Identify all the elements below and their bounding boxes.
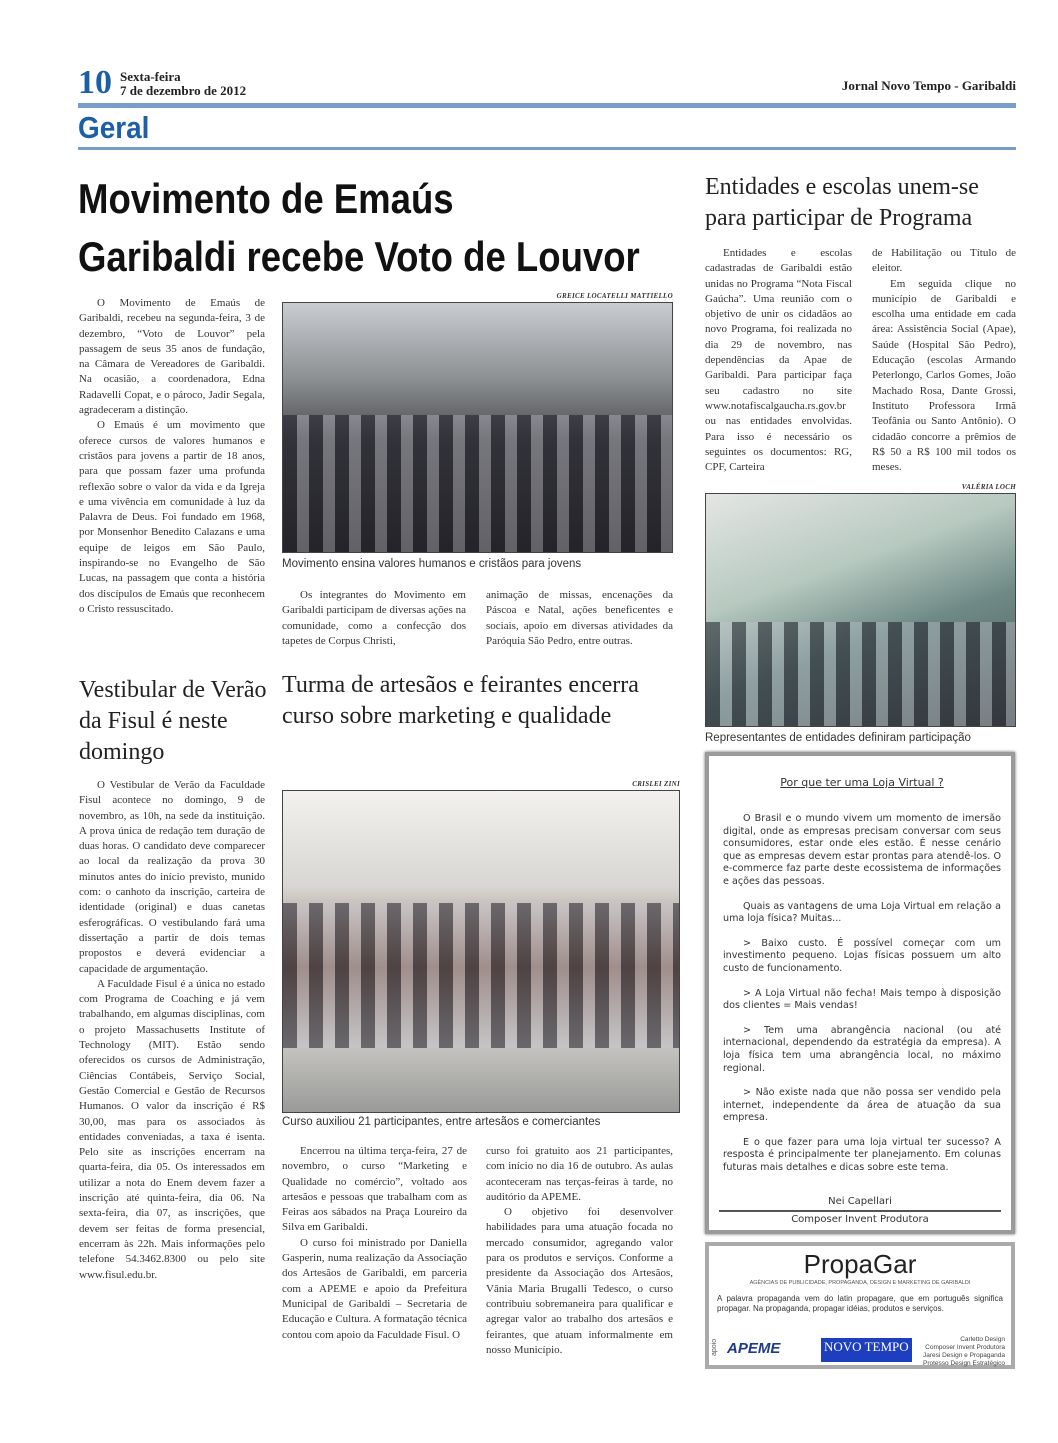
- paragraph: Quais as vantagens de uma Loja Virtual em relação a uma loja física? Muitas...: [723, 900, 1001, 925]
- novo-tempo-logo: NOVO TEMPO: [821, 1338, 912, 1362]
- weekday: Sexta-feira: [120, 69, 181, 84]
- photo-credit: CRISLEI ZINI: [632, 780, 680, 788]
- article1-col1: [79, 296, 265, 617]
- article2-col1: [705, 246, 852, 475]
- agency: Protesso Design Estratégico: [922, 1360, 1005, 1367]
- section-rule: [78, 147, 1016, 150]
- paragraph: O Movimento de Emaús de Garibaldi, recebeu na segunda-feira, 3 de dezembro, “Voto de Louvor” pela passagem de seus 35 anos de fundação, na Câmara de Vereadores de Garibaldi. Na ocasião, a coordenadora, Edna Radavelli Copat, e o pároco, Jadir Segala, agradeceram a distinção.: [79, 297, 265, 417]
- issue-date: [120, 70, 246, 98]
- ad-agencies: [923, 1336, 1005, 1368]
- article4-col1: [282, 1144, 467, 1343]
- headline-line: Garibaldi recebe Voto de Louvor: [78, 233, 640, 280]
- article1-headline: [78, 170, 640, 286]
- paragraph: Em seguida clique no município de Garibaldi e escolha uma entidade em cada área: Assistência Social (Apae), Saúde (Hospital São Pedro), Educação (escolas Armando Peterlongo, Carlos Gomes, João Machado Rosa, Dante Grossi, Instituto Professora Irmã Teofânia ou Santo Antônio). O cidadão concorre a prêmios de R$ 50 a R$ 100 mil todos os meses.: [872, 277, 1016, 474]
- ad-text: A palavra propaganda vem do latin propagare, que em português significa propagar. Na propaganda, propagar idéias, produtos e serviços.: [717, 1294, 1003, 1313]
- ad-brand: PropaGar: [803, 1249, 917, 1279]
- header-rule: [78, 103, 1016, 108]
- column-company: Composer Invent Produtora: [791, 1214, 929, 1225]
- paragraph: curso foi gratuito aos 21 participantes, com início no dia 16 de outubro. As aulas aconteceram nas terças-feiras à tarde, no auditório da APEME.: [486, 1145, 673, 1203]
- article1-photo: [282, 302, 673, 553]
- page-number: 10: [78, 64, 112, 101]
- article4-caption: Curso auxiliou 21 participantes, entre artesãos e comerciantes: [282, 1116, 601, 1128]
- article1-col3: [486, 588, 673, 649]
- paragraph: O objetivo foi desenvolver habilidades para uma atuação focada no mercado consumidor, agregando valor para os produtos e serviços. Conforme a presidente da Associação dos Artesãos, Vânia Maria Brugalli Tedesco, o curso contribuiu sobremaneira para qualificar e agregar valor ao trabalho dos artesãos e feirantes, que atuam informalmente em nosso Município.: [486, 1206, 673, 1356]
- section-title: Geral: [78, 110, 150, 145]
- propagar-ad: [705, 1242, 1015, 1369]
- paragraph: > A Loja Virtual não fecha! Mais tempo à disposição dos clientes = Mais vendas!: [723, 987, 1001, 1012]
- ad-tagline: AGÊNCIAS DE PUBLICIDADE, PROPAGANDA, DESIGN E MARKETING DE GARIBALDI: [749, 1280, 971, 1286]
- paragraph: O Brasil e o mundo vivem um momento de imersão digital, onde as empresas precisam conversar com seus consumidores, estar onde eles estão. É nesse cenário que as empresas devem estar prontas para atendê-los. O e-commerce faz parte deste ecossistema de informações e ações das pessoas.: [723, 813, 1001, 887]
- article3-headline: Vestibular de Verão da Fisul é neste domingo: [79, 677, 267, 765]
- article4-photo: [282, 790, 680, 1113]
- paragraph: E o que fazer para uma loja virtual ter sucesso? A resposta é principalmente ter planejamento. Em colunas futuras mais detalhes e dicas sobre este tema.: [723, 1136, 1001, 1174]
- headline-line: Movimento de Emaús: [78, 175, 454, 222]
- date: 7 de dezembro de 2012: [120, 83, 247, 98]
- article4-headline: Turma de artesãos e feirantes encerra curso sobre marketing e qualidade: [282, 672, 639, 729]
- paragraph: A Faculdade Fisul é a única no estado com Programa de Coaching e já vem trabalhando, em algumas disciplinas, com o projeto Massachusetts Institute of Technology (MIT). Estão sendo oferecidos os cursos de Administração, Ciências Contábeis, Serviço Social, Gestão Comercial e Gestão de Recursos Humanos. O valor da inscrição é R$ 30,00, mas para os associados às entidades conveniadas, a taxa é isenta. Pelo site as inscrições encerram na quarta-feira, dia 05. Os interessados em utilizar a nota do Enem devem fazer a inscrição até quinta-feira, dia 06. Na sexta-feira, dia 07, as inscrições, que devem ser feitas de forma presencial, encerram às 22h. Mais informações pelo telefone 54.3462.8300 ou pelo site www.fisul.edu.br.: [79, 977, 265, 1281]
- photo-credit: GREICE LOCATELLI MATTIELLO: [556, 292, 673, 300]
- ad-support-label: apoio: [711, 1338, 718, 1356]
- paragraph: > Tem uma abrangência nacional (ou até internacional, dependendo da estratégia da empresa). A loja física tem uma abrangência local, no máximo regional.: [723, 1024, 1001, 1074]
- article1-col2: [282, 588, 466, 649]
- article3-body: [79, 778, 265, 1283]
- paragraph: Encerrou na última terça-feira, 27 de novembro, o curso “Marketing e Qualidade no comércio”, voltado aos artesãos e pessoas que trabalham com as Feiras aos sábados na Praça Loureiro da Silva em Garibaldi.: [282, 1145, 467, 1234]
- article4-col2: [486, 1144, 673, 1358]
- paragraph: animação de missas, encenações da Páscoa e Natal, ações beneficentes e sociais, apoio em diversas atividades da Paróquia São Pedro, entre outras.: [486, 589, 673, 647]
- column-author: Nei Capellari: [719, 1196, 1001, 1212]
- paragraph: O Vestibular de Verão da Faculdade Fisul acontece no domingo, 9 de novembro, as 10h, na sede da instituição. A prova única de redação tem duração de duas horas. O candidato deve comparecer ao local da realização da prova 30 minutos antes do início previsto, munido com: o canhoto da inscrição, carteira de identidade (original) e duas canetas esferográficas. O vestibulando fará uma dissertação a partir de dois temas propostos e deverá evidenciar a capacidade de argumentação.: [79, 779, 265, 975]
- article2-headline: Entidades e escolas unem-se para participar de Programa: [705, 174, 979, 231]
- agency: Composer Invent Produtora: [925, 1344, 1005, 1351]
- column-box: [705, 752, 1015, 1234]
- paragraph: > Baixo custo. É possível começar com um investimento pequeno. Lojas físicas possuem um alto custo de funcionamento.: [723, 937, 1001, 974]
- newspaper-name: Jornal Novo Tempo - Garibaldi: [841, 78, 1016, 93]
- article1-caption: Movimento ensina valores humanos e cristãos para jovens: [282, 558, 582, 570]
- article2-photo: [705, 493, 1016, 727]
- agency: Jaresi Design e Propaganda: [922, 1352, 1005, 1359]
- paragraph: Entidades e escolas cadastradas de Garibaldi estão unidas no Programa “Nota Fiscal Gaúcha”. Uma reunião com o objetivo de unir os cidadãos ao novo Programa, foi realizada no dia 29 de novembro, nas dependências da Apae de Garibaldi. Para participar faça seu cadastro no site www.notafiscalgaucha.rs.gov.br ou nas entidades envolvidas. Para isso é necessário os seguintes os documentos: RG, CPF, Carteira: [705, 247, 852, 474]
- paragraph: de Habilitação ou Título de eleitor.: [872, 247, 1016, 275]
- paragraph: > Não existe nada que não possa ser vendido pela internet, independente da área de atuação da sua empresa.: [723, 1087, 1001, 1124]
- article2-caption: Representantes de entidades definiram participação: [705, 732, 971, 744]
- photo-credit: VALÉRIA LOCH: [961, 483, 1016, 491]
- paragraph: Os integrantes do Movimento em Garibaldi participam de diversas ações na comunidade, como a confecção dos tapetes de Corpus Christi,: [282, 589, 466, 647]
- agency: Carletto Design: [960, 1336, 1005, 1343]
- paragraph: O curso foi ministrado por Daniella Gasperin, numa realização da Associação dos Artesãos de Garibaldi, em parceria com a APEME e apoio da Prefeitura Municipal de Garibaldi – Secretaria de Educação e Cultura. A formatação técnica contou com apoio da Faculdade Fisul. O: [282, 1236, 467, 1341]
- column-title: Por que ter uma Loja Virtual ?: [780, 776, 944, 789]
- article2-col2: [872, 246, 1016, 475]
- apeme-logo: APEME: [727, 1340, 781, 1357]
- paragraph: O Emaús é um movimento que oferece cursos de valores humanos e cristãos para jovens a partir de 18 anos, para que possam fazer uma profunda reflexão sobre o valor da vida e da Igreja e uma vivência em comunidade à luz da Palavra de Deus. Foi fundado em 1968, por Monsenhor Benedito Calazans e uma equipe de leigos em São Paulo, inspirando-se no Evangelho de São Lucas, na passagem que conta a história dos discípulos de Emaús que reconhecem o Cristo ressuscitado.: [79, 419, 265, 615]
